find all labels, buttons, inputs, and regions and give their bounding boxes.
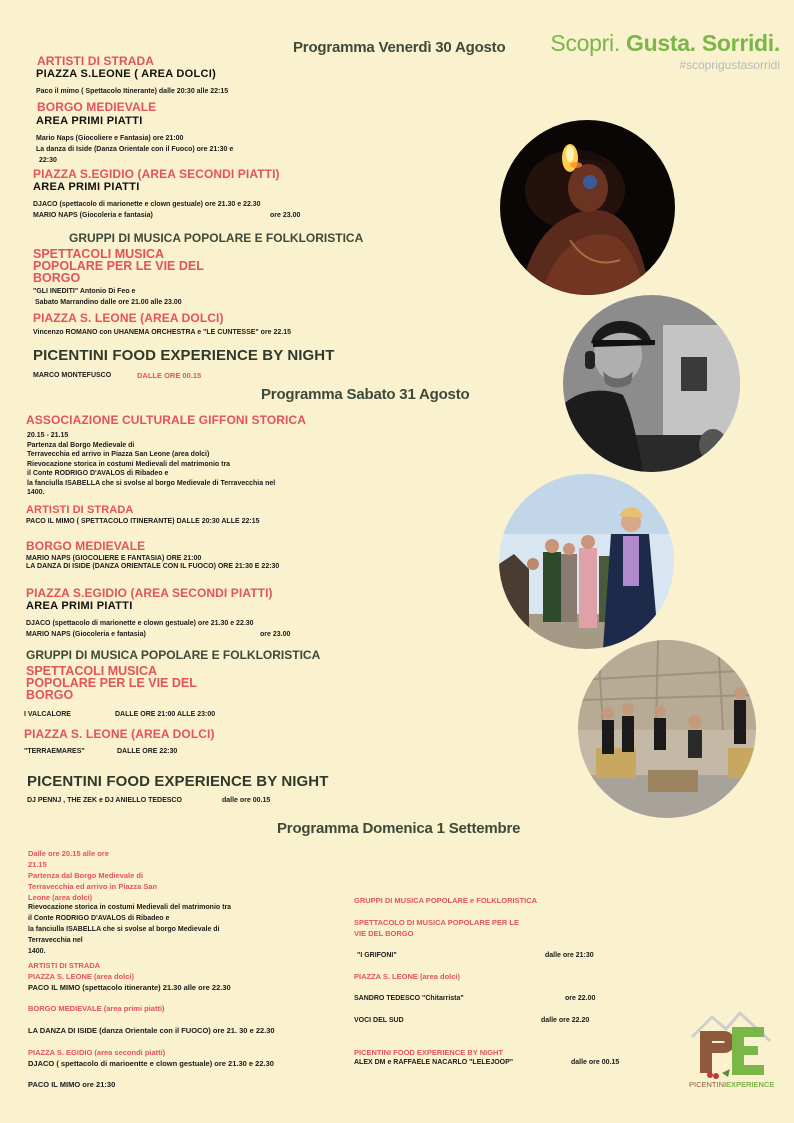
picentini-experience-logo xyxy=(686,1005,776,1095)
sunday-grifoni-time: dalle ore 21:30 xyxy=(545,952,594,959)
sunday-black-l4: Terravecchia nel xyxy=(28,937,83,944)
sunday-black-l5: 1400. xyxy=(28,948,46,955)
brand-hashtag: #scoprigustasorridi xyxy=(679,58,780,72)
sunday-borgo-heading: BORGO MEDIEVALE (area primi piatti) xyxy=(28,1004,165,1013)
friday-leone-line: Vincenzo ROMANO con UHANEMA ORCHESTRA e "LE CUNTESSE" ore 22.15 xyxy=(33,329,292,336)
sunday-egidio-heading: PIAZZA S. EGIDIO (area secondi piatti) xyxy=(28,1048,166,1057)
sunday-folk-heading: GRUPPI DI MUSICA POPOLARE e FOLKLORISTICA xyxy=(354,896,538,905)
sunday-black-l3: la fanciulla ISABELLA che si svolse al borgo Medievale di xyxy=(28,926,220,933)
sunday-leone-right-heading: PIAZZA S. LEONE (area dolci) xyxy=(354,972,460,981)
saturday-music-heading-2: POPOLARE PER LE VIE DEL xyxy=(26,676,197,690)
sunday-red-l4: Terravecchia ed arrivo in Piazza San xyxy=(28,882,158,891)
friday-egidio-heading: PIAZZA S.EGIDIO (AREA SECONDI PIATTI) xyxy=(33,167,280,181)
sunday-grifoni: "I GRIFONI" xyxy=(357,952,397,959)
friday-egidio-sub: AREA PRIMI PIATTI xyxy=(33,181,140,193)
friday-street-artists-heading: ARTISTI DI STRADA xyxy=(37,54,155,68)
friday-music-heading-2: POPOLARE PER LE VIE DEL xyxy=(33,259,204,273)
sunday-night-heading: PICENTINI FOOD EXPERIENCE BY NIGHT xyxy=(354,1048,504,1057)
saturday-artists-line: PACO IL MIMO ( SPETTACOLO ITINERANTE) DALLE 20:30 ALLE 22:15 xyxy=(26,518,260,525)
saturday-egidio-heading: PIAZZA S.EGIDIO (AREA SECONDI PIATTI) xyxy=(26,586,273,600)
friday-paco-line: Paco il mimo ( Spettacolo Itinerante) dalle 20:30 alle 22:15 xyxy=(36,88,229,95)
sunday-night-time: dalle ore 00.15 xyxy=(571,1059,620,1066)
sunday-artists-heading: ARTISTI DI STRADA xyxy=(28,961,101,970)
friday-music-heading-1: SPETTACOLI MUSICA xyxy=(33,247,165,261)
friday-night-heading: PICENTINI FOOD EXPERIENCE BY NIGHT xyxy=(33,347,335,364)
saturday-giffoni-l4: Rievocazione storica in costumi Medievali del matrimonio tra xyxy=(27,460,231,468)
sunday-voci-time: dalle ore 22.20 xyxy=(541,1017,590,1024)
photo-dj xyxy=(563,295,740,472)
saturday-giffoni-l5: il Conte RODRIGO D'AVALOS di Ribadeo e xyxy=(27,470,169,477)
saturday-borgo-l1: MARIO NAPS (GIOCOLIERE E FANTASIA) ORE 21:00 xyxy=(26,555,202,562)
sunday-sandro-time: ore 22.00 xyxy=(565,995,596,1002)
friday-night-time: DALLE ORE 00.15 xyxy=(137,371,202,380)
friday-music-heading-3: BORGO xyxy=(33,271,81,285)
saturday-giffoni-l2: Partenza dal Borgo Medievale di xyxy=(27,441,135,449)
friday-egidio-line-1: DJACO (spettacolo di marionette e clown gestuale) ore 21.30 e 22.30 xyxy=(33,201,261,208)
saturday-music-heading-1: SPETTACOLI MUSICA xyxy=(26,664,158,678)
photo-fire-dancer xyxy=(500,120,675,295)
saturday-egidio-l1: DJACO (spettacolo di marionette e clown gestuale) ore 21.30 e 22.30 xyxy=(26,620,254,627)
saturday-borgo-heading: BORGO MEDIEVALE xyxy=(26,539,146,553)
friday-borgo-heading: BORGO MEDIEVALE xyxy=(37,100,157,114)
saturday-egidio-l2a: MARIO NAPS (Giocoleria e fantasia) xyxy=(26,631,146,638)
friday-folk-heading: GRUPPI DI MUSICA POPOLARE E FOLKLORISTICA xyxy=(69,231,364,245)
sunday-borgo-line: LA DANZA DI ISIDE (danza Orientale con il FUOCO) ore 21. 30 e 22.30 xyxy=(28,1026,275,1035)
sunday-egidio-line-2: PACO IL MIMO ore 21:30 xyxy=(28,1080,116,1089)
saturday-artists-heading: ARTISTI DI STRADA xyxy=(26,504,134,516)
saturday-night-time: dalle ore 00.15 xyxy=(222,797,271,804)
sunday-red-l3: Partenza dal Borgo Medievale di xyxy=(28,871,144,880)
saturday-giffoni-l6: la fanciulla ISABELLA che si svolse al borgo Medievale di Terravecchia nel xyxy=(27,479,276,487)
logo-caption-picentini: PICENTINI xyxy=(689,1080,727,1089)
saturday-giffoni-l3: Terravecchia ed arrivo in Piazza San Leone (area dolci) xyxy=(27,451,210,458)
sunday-sandro: SANDRO TEDESCO "Chitarrista" xyxy=(354,995,464,1002)
friday-egidio-line-2a: MARIO NAPS (Giocoleria e fantasia) xyxy=(33,212,153,219)
sunday-paco-line: PACO IL MIMO (spettacolo itinerante) 21.30 alle ore 22.30 xyxy=(28,983,231,992)
friday-night-dj: MARCO MONTEFUSCO xyxy=(33,372,112,379)
sunday-red-l1: Dalle ore 20.15 alle ore xyxy=(28,849,109,858)
saturday-title: Programma Sabato 31 Agosto xyxy=(261,386,470,403)
friday-music-line-2: Sabato Marrandino dalle ore 21.00 alle 23.00 xyxy=(35,299,182,306)
sunday-music-heading-2: VIE DEL BORGO xyxy=(354,929,414,938)
saturday-borgo-l2: LA DANZA DI ISIDE (DANZA ORIENTALE CON IL FUOCO) ORE 21:30 E 22:30 xyxy=(26,563,280,570)
sunday-red-l2: 21.15 xyxy=(28,860,47,869)
saturday-terraemares: "TERRAEMARES" xyxy=(24,748,85,755)
sunday-voci: VOCI DEL SUD xyxy=(354,1017,404,1024)
friday-egidio-line-2b: ore 23.00 xyxy=(270,212,301,219)
friday-borgo-line-2: La danza di Iside (Danza Orientale con il Fuoco) ore 21:30 e xyxy=(36,146,234,153)
saturday-night-heading: PICENTINI FOOD EXPERIENCE BY NIGHT xyxy=(27,773,329,790)
brand-word-scopri: Scopri. xyxy=(550,30,620,56)
brand-word-sorridi: Sorridi. xyxy=(701,30,780,56)
logo-caption-experience: EXPERIENCE xyxy=(726,1080,775,1089)
friday-music-line-1: "GLI INEDITI" Antonio Di Feo e xyxy=(33,288,136,295)
friday-borgo-line-3: 22:30 xyxy=(39,157,57,164)
saturday-folk-heading: GRUPPI DI MUSICA POPOLARE E FOLKLORISTICA xyxy=(26,648,321,662)
sunday-night-djs: ALEX DM e RAFFAELE NACARLO "LELEJOOP" xyxy=(354,1059,514,1066)
friday-borgo-sub: AREA PRIMI PIATTI xyxy=(36,115,143,127)
saturday-music-heading-3: BORGO xyxy=(26,688,74,702)
sunday-black-l1: Rievocazione storica in costumi Medievali del matrimonio tra xyxy=(28,904,232,911)
friday-leone-heading: PIAZZA S. LEONE (AREA DOLCI) xyxy=(33,311,224,325)
saturday-night-djs: DJ PENNJ , THE ZEK e DJ ANIELLO TEDESCO xyxy=(27,797,182,804)
friday-borgo-line-1: Mario Naps (Giocoliere e Fantasia) ore 21:00 xyxy=(36,135,184,142)
sunday-music-heading-1: SPETTACOLO DI MUSICA POPOLARE PER LE xyxy=(354,918,520,927)
photo-medieval-costumes xyxy=(499,474,674,649)
brand-word-gusta: Gusta. xyxy=(626,30,696,56)
saturday-valcalore: I VALCALORE xyxy=(24,711,71,718)
sunday-leone-heading: PIAZZA S. LEONE (area dolci) xyxy=(28,972,134,981)
brand-slogan xyxy=(550,30,780,72)
friday-piazza-leone-sub: PIAZZA S.LEONE ( AREA DOLCI) xyxy=(36,68,217,80)
saturday-valcalore-time: DALLE ORE 21:00 ALLE 23:00 xyxy=(115,711,216,718)
sunday-egidio-line: DJACO ( spettacolo di marioentte e clown gestuale) ore 21.30 e 22.30 xyxy=(28,1059,274,1068)
saturday-terraemares-time: DALLE ORE 22:30 xyxy=(117,748,178,755)
saturday-giffoni-l7: 1400. xyxy=(27,489,45,496)
friday-title: Programma Venerdì 30 Agosto xyxy=(293,39,506,56)
saturday-giffoni-l1: 20.15 - 21.15 xyxy=(27,432,69,439)
saturday-giffoni-heading: ASSOCIAZIONE CULTURALE GIFFONI STORICA xyxy=(26,413,307,427)
sunday-red-l5: Leone (area dolci) xyxy=(28,893,93,902)
saturday-egidio-sub: AREA PRIMI PIATTI xyxy=(26,600,133,612)
saturday-leone-heading: PIAZZA S. LEONE (AREA DOLCI) xyxy=(24,727,215,741)
sunday-title: Programma Domenica 1 Settembre xyxy=(277,820,521,837)
sunday-black-l2: il Conte RODRIGO D'AVALOS di Ribadeo e xyxy=(28,915,170,922)
photo-band xyxy=(578,640,756,818)
saturday-egidio-l2b: ore 23.00 xyxy=(260,631,291,638)
